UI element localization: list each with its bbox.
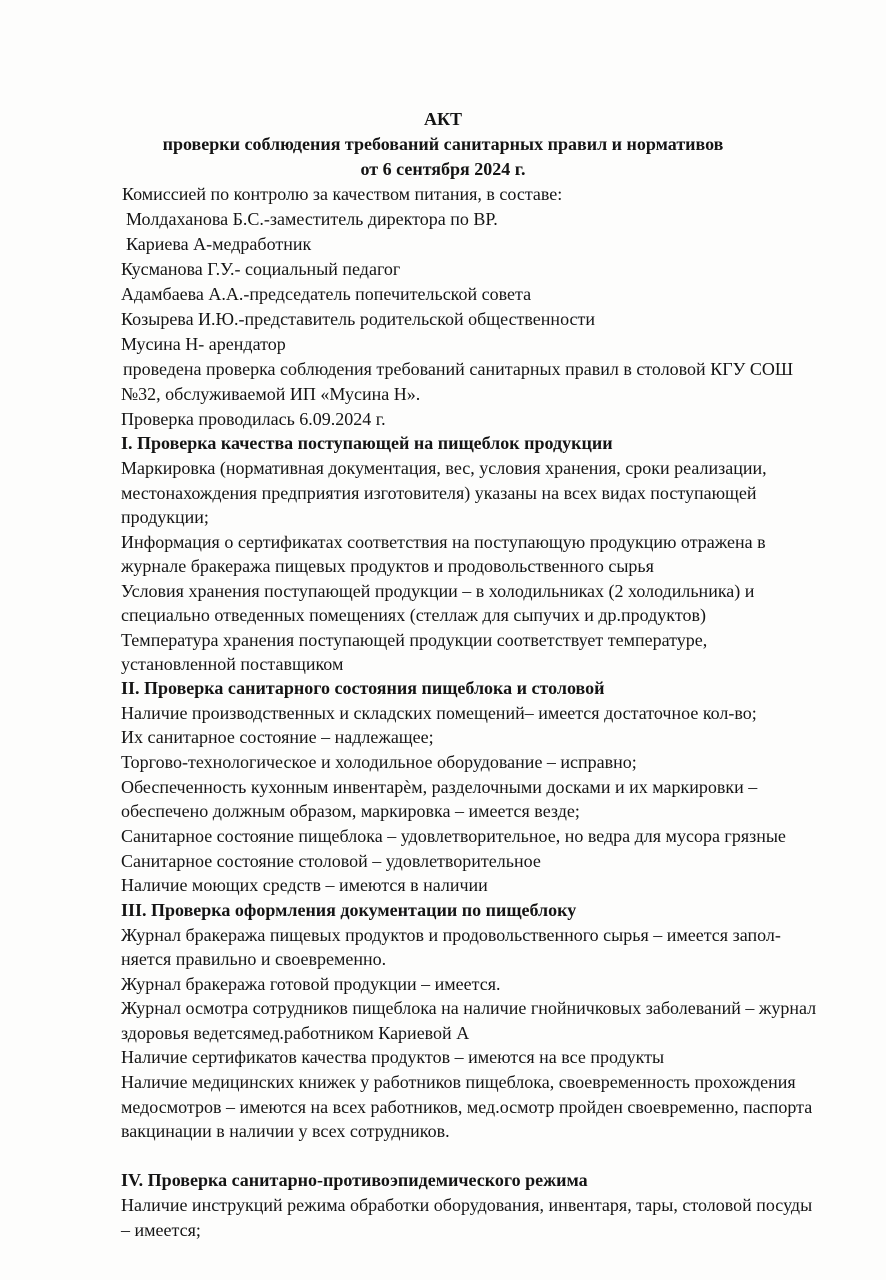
commission-line: Комиссией по контролю за качеством питания, в составе: [122,184,563,204]
inspection-line: проведена проверка соблюдения требований санитарных правил в столовой КГУ СОШ [123,359,794,379]
text-line: местонахождения предприятия изготовителя) указаны на всех видах поступающей [121,483,757,503]
text-line: здоровья ведетсямед.работником Кариевой А [121,1023,470,1043]
text-line: Информация о сертификатах соответствия на поступающую продукцию отражена в [121,532,766,552]
inspection-date-line: Проверка проводилась 6.09.2024 г. [121,409,386,429]
text-line: Журнал бракеража пищевых продуктов и продовольственного сырья – имеется запол- [121,925,781,945]
member-line: Мусина Н- арендатор [121,334,286,354]
text-line: Наличие сертификатов качества продуктов – имеются на все продукты [121,1047,665,1067]
text-line: Их санитарное состояние – надлежащее; [121,727,434,747]
text-line: Температура хранения поступающей продукции соответствует температуре, [121,630,708,650]
member-line: Адамбаева А.А.-председатель попечительской совета [121,284,532,304]
text-line: продукции; [121,507,209,527]
text-line: Обеспеченность кухонным инвентарѐм, разделочными досками и их маркировки – [121,777,758,797]
member-line: Кусманова Г.У.- социальный педагог [121,259,401,279]
text-line: Наличие медицинских книжек у работников пищеблока, своевременность прохождения [121,1072,796,1092]
text-line: Наличие инструкций режима обработки оборудования, инвентаря, тары, столовой посуды [121,1195,813,1215]
document-subtitle: проверки соблюдения требований санитарных правил и нормативов [162,134,724,154]
text-line: Маркировка (нормативная документация, вес, условия хранения, сроки реализации, [121,458,767,478]
member-line: Козырева И.Ю.-представитель родительской общественности [121,309,596,329]
section-heading: I. Проверка качества поступающей на пищеблок продукции [121,433,613,453]
document-date: от 6 сентября 2024 г. [360,159,526,179]
member-line: Кариева А-медработник [126,234,312,254]
text-line: Условия хранения поступающей продукции – в холодильниках (2 холодильника) и [121,581,755,601]
member-line: Молдаханова Б.С.-заместитель директора по ВР. [126,209,498,229]
text-line: установленной поставщиком [121,654,344,674]
inspection-line: №32, обслуживаемой ИП «Мусина Н». [121,384,421,404]
text-line: специально отведенных помещениях (стеллаж для сыпучих и др.продуктов) [121,605,706,625]
text-line: журнале бракеража пищевых продуктов и продовольственного сырья [121,556,654,576]
document-title: АКТ [423,109,463,129]
text-line: Санитарное состояние столовой – удовлетворительное [121,851,541,871]
text-line: – имеется; [121,1220,201,1240]
text-line: няется правильно и своевременно. [121,949,387,969]
text-line: Журнал осмотра сотрудников пищеблока на наличие гнойничковых заболеваний – журнал [121,998,817,1018]
text-line: Журнал бракеража готовой продукции – имеется. [121,974,501,994]
text-line: Санитарное состояние пищеблока – удовлетворительное, но ведра для мусора грязные [121,826,786,846]
text-line: медосмотров – имеются на всех работников, мед.осмотр пройден своевременно, паспорта [121,1097,813,1117]
section-heading: IV. Проверка санитарно-противоэпидемического режима [121,1170,588,1190]
section-heading: III. Проверка оформления документации по пищеблоку [121,900,577,920]
text-line: вакцинации в наличии у всех сотрудников. [121,1121,450,1141]
section-heading: II. Проверка санитарного состояния пищеблока и столовой [121,678,605,698]
text-line: обеспечено должным образом, маркировка – имеется везде; [121,801,580,821]
text-line: Наличие моющих средств – имеются в наличии [121,875,488,895]
text-line: Торгово-технологическое и холодильное оборудование – исправно; [121,752,637,772]
text-line: Наличие производственных и складских помещений– имеется достаточное кол-во; [121,703,757,723]
